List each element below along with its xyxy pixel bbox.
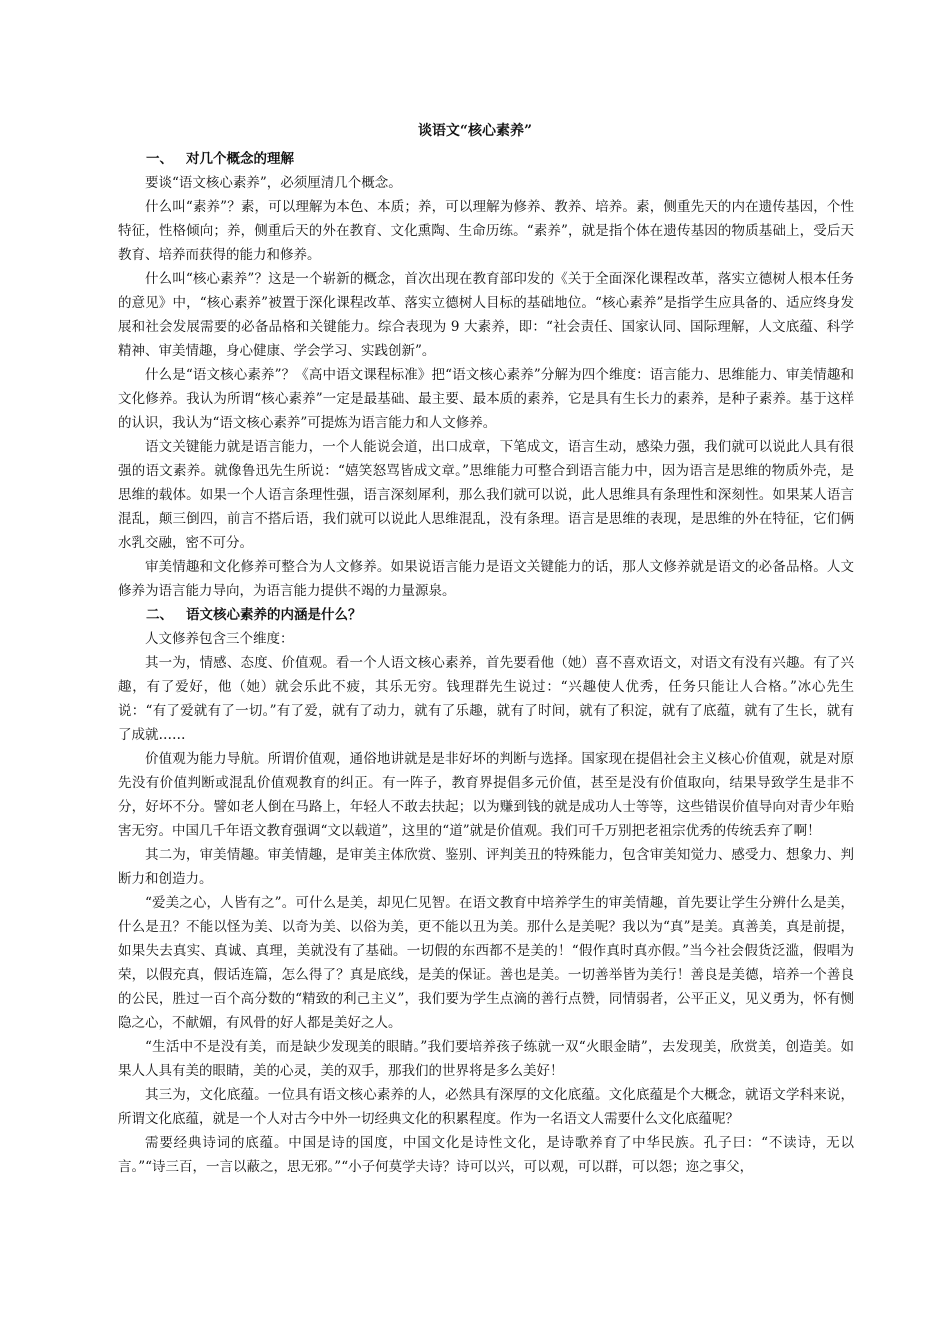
paragraph: “爱美之心，人皆有之”。可什么是美，却见仁见智。在语文教育中培养学生的审美情趣，首先要让学生分辨什么是美，什么是丑？不能以怪为美、以奇为美、以俗为美，更不能以丑为美。那什么是美呢？我以为“真”是美。真善美，真是前提，如果失去真实、真诚、真理，美就没有了基础。一切假的东西都不是美的！“假作真时真亦假。”当今社会假货泛滥，假唱为荣，以假充真，假话连篇，怎么得了？真是底线，是美的保证。善也是美。一切善举皆为美行！善良是美德，培养一个善良的公民，胜过一百个高分数的“精致的利己主义”，我们要为学生点滴的善行点赞，同情弱者，公平正义，见义勇为，怀有恻隐之心，不献媚，有风骨的好人都是美好之人。 [118,895,854,1031]
paragraph: 什么叫“核心素养”？这是一个崭新的概念，首次出现在教育部印发的《关于全面深化课程改革，落实立德树人根本任务的意见》中，“核心素养”被置于深化课程改革、落实立德树人目标的基础地位。“核心素养”是指学生应具备的、适应终身发展和社会发展需要的必备品格和关键能力。综合表现为 9 大素养，即：“社会责任、国家认同、国际理解，人文底蕴、科学精神、审美情趣，身心健康、学会学习、实践创新”。 [118,271,854,359]
paragraph: 需要经典诗词的底蕴。中国是诗的国度，中国文化是诗性文化，是诗歌养育了中华民族。孔子曰：“不读诗，无以言。”“诗三百，一言以蔽之，思无邪。”“小子何莫学夫诗？诗可以兴，可以观，可以群，可以怨；迩之事父， [118,1135,854,1175]
section-number: 二、 [146,607,173,623]
paragraph: 其一为，情感、态度、价值观。看一个人语文核心素养，首先要看他（她）喜不喜欢语文，对语文有没有兴趣。有了兴趣，有了爱好，他（她）就会乐此不疲，其乐无穷。钱理群先生说过：“兴趣使人优秀，任务只能让人合格。”冰心先生说：“有了爱就有了一切。”有了爱，就有了动力，就有了乐趣，就有了时间，就有了积淀，就有了底蕴，就有了生长，就有了成就…… [118,655,854,743]
paragraph: “生活中不是没有美，而是缺少发现美的眼睛。”我们要培养孩子练就一双“火眼金睛”，去发现美，欣赏美，创造美。如果人人具有美的眼睛，美的心灵，美的双手，那我们的世界将是多么美好！ [118,1039,854,1079]
section-title: 对几个概念的理解 [186,151,294,167]
paragraph: 什么是“语文核心素养”？《高中语文课程标准》把“语文核心素养”分解为四个维度：语言能力、思维能力、审美情趣和文化修养。我认为所谓“核心素养”一定是最基础、最主要、最本质的素养，它是具有生长力的素养，是种子素养。基于这样的认识，我认为“语文核心素养”可提炼为语言能力和人文修养。 [118,367,854,431]
document-title: 谈语文“核心素养” [417,123,533,139]
section-number: 一、 [146,151,173,167]
paragraph: 审美情趣和文化修养可整合为人文修养。如果说语言能力是语文关键能力的话，那人文修养就是语文的必备品格。人文修养为语言能力导向，为语言能力提供不竭的力量源泉。 [118,559,854,599]
section-title: 语文核心素养的内涵是什么？ [186,607,362,623]
paragraph: 要谈“语文核心素养”，必须厘清几个概念。 [145,175,402,191]
section-heading-2 [118,603,854,627]
document-body [118,147,854,1179]
paragraph: 人文修养包含三个维度： [145,631,294,647]
paragraph: 其三为，文化底蕴。一位具有语文核心素养的人，必然具有深厚的文化底蕴。文化底蕴是个大概念，就语文学科来说，所谓文化底蕴，就是一个人对古今中外一切经典文化的积累程度。作为一名语文人需要什么文化底蕴呢？ [118,1087,854,1127]
paragraph: 其二为，审美情趣。审美情趣，是审美主体欣赏、鉴别、评判美丑的特殊能力，包含审美知觉力、感受力、想象力、判断力和创造力。 [118,847,854,887]
section-heading-1 [118,147,854,171]
paragraph: 价值观为能力导航。所谓价值观，通俗地讲就是是非好坏的判断与选择。国家现在提倡社会主义核心价值观，就是对原先没有价值判断或混乱价值观教育的纠正。有一阵子，教育界提倡多元价值，甚至是没有价值取向，结果导致学生是非不分，好坏不分。譬如老人倒在马路上，年轻人不敢去扶起；以为赚到钱的就是成功人士等等，这些错误价值导向对青少年贻害无穷。中国几千年语文教育强调“文以载道”，这里的“道”就是价值观。我们可千万别把老祖宗优秀的传统丢弃了啊！ [118,751,854,839]
paragraph: 什么叫“素养”？素，可以理解为本色、本质；养，可以理解为修养、教养、培养。素，侧重先天的内在遗传基因，个性特征，性格倾向；养，侧重后天的外在教育、文化熏陶、生命历练。“素养”，就是指个体在遗传基因的物质基础上，受后天教育、培养而获得的能力和修养。 [118,199,854,263]
paragraph: 语文关键能力就是语言能力，一个人能说会道，出口成章，下笔成文，语言生动，感染力强，我们就可以说此人具有很强的语文素养。就像鲁迅先生所说：“嬉笑怒骂皆成文章。”思维能力可整合到语言能力中，因为语言是思维的物质外壳，是思维的载体。如果一个人语言条理性强，语言深刻犀利，那么我们就可以说，此人思维具有条理性和深刻性。如果某人语言混乱，颠三倒四，前言不搭后语，我们就可以说此人思维混乱，没有条理。语言是思维的表现，是思维的外在特征，它们俩水乳交融，密不可分。 [118,439,854,551]
